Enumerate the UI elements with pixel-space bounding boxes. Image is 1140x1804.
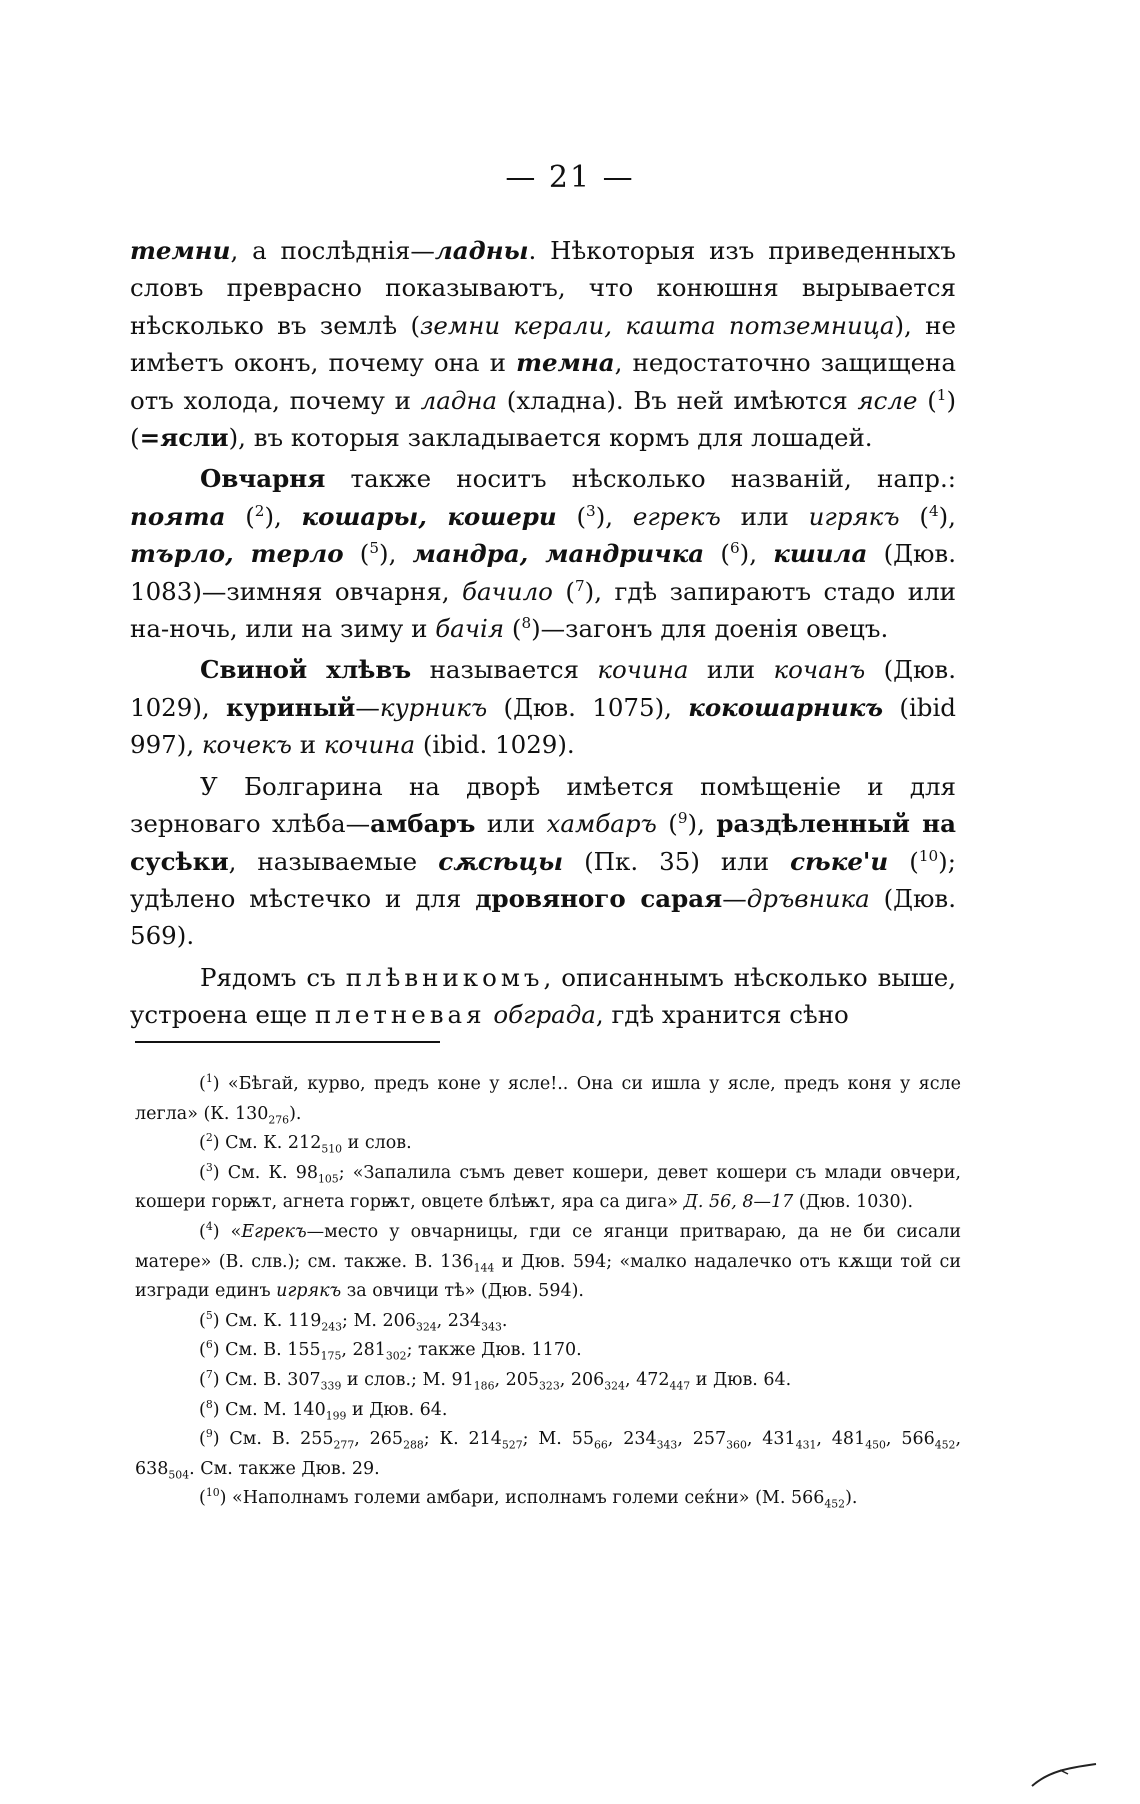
text-run: сѣке'и (790, 846, 889, 876)
text-run: темни (130, 236, 231, 265)
text-run: ), гдѣ запираютъ стадо или на-ночь, или на зиму и (130, 576, 956, 644)
text-run: кочина (597, 655, 689, 685)
text-run: ; М. 55 (522, 1429, 594, 1450)
text-run: ), (379, 539, 413, 569)
text-run: ясле (857, 385, 918, 415)
text-run: амбаръ (370, 809, 476, 839)
text-run: ( (199, 1429, 206, 1450)
text-run: Егрекъ (241, 1221, 307, 1242)
text-run: 343 (481, 1320, 502, 1334)
text-run: ), (687, 809, 717, 839)
text-run: , недостаточно защищена отъ холода, почему и (130, 348, 957, 415)
text-run: ) См. В. 307 (212, 1369, 321, 1390)
text-run: , 257 (677, 1429, 727, 1450)
paragraph (130, 232, 956, 456)
text-run: ( (704, 539, 730, 569)
text-run: 527 (501, 1438, 523, 1452)
text-run: ) «Бѣгай, курво, предъ коне у ясле!.. Она си ишла у ясле, предъ коня у ясле легла» (К. 130 (135, 1074, 961, 1124)
text-run: ( (199, 1369, 206, 1390)
text-run: 504 (168, 1468, 190, 1482)
text-run: 7 (205, 1368, 213, 1382)
text-run: (Дюв. 569). (130, 883, 956, 951)
text-run: дръвника (746, 883, 870, 913)
text-run: 302 (385, 1349, 407, 1363)
footnote (135, 1396, 961, 1426)
text-run: ладны (434, 236, 529, 265)
text-run: — (722, 883, 747, 913)
text-run: Д. 56, 8—17 (683, 1192, 794, 1213)
text-run: Свиной хлѣвъ (200, 655, 412, 685)
text-run: и Дюв. 64. (346, 1399, 448, 1420)
text-run: ( (656, 809, 678, 839)
text-run: 452 (824, 1497, 846, 1511)
text-run: 144 (473, 1261, 495, 1275)
paragraph (130, 959, 956, 1034)
text-run: ( (199, 1488, 206, 1509)
text-run: 8 (205, 1397, 213, 1411)
text-run: (ibid 997), (130, 692, 956, 760)
text-run: и Дюв. 64. (690, 1369, 792, 1390)
text-run: земни керали, кашта потземница (420, 310, 895, 340)
text-run: . См. также Дюв. 29. (189, 1458, 380, 1479)
text-run: ; также Дюв. 1170. (406, 1340, 582, 1361)
text-run: (Дюв. 1029), (130, 655, 956, 722)
text-run: 1 (936, 385, 947, 404)
text-run: (Дюв. 1030). (793, 1192, 914, 1213)
text-run: , 472 (624, 1369, 670, 1390)
text-run: ( (225, 501, 255, 531)
text-run: 3 (205, 1160, 213, 1174)
text-run: поята (130, 501, 226, 531)
text-run: ( (343, 539, 370, 569)
text-run: , описаннымъ нѣсколько выше, устроена еще (130, 962, 956, 1030)
text-run: и слов. (342, 1133, 412, 1154)
text-run: ( (199, 1399, 206, 1420)
text-run: , 234 (607, 1429, 657, 1450)
text-run: кшила (773, 539, 868, 569)
text-run: , 566 (885, 1429, 935, 1450)
text-run: 510 (321, 1142, 343, 1156)
text-run: 339 (320, 1379, 342, 1393)
text-run: кочанъ (773, 655, 866, 685)
text-run: , 431 (746, 1429, 796, 1450)
text-run: кошары, кошери (301, 501, 557, 531)
text-run: (ibid. 1029). (415, 730, 575, 760)
text-run: , 206 (559, 1369, 605, 1390)
text-run: или (720, 501, 809, 531)
text-run: ) ( (130, 385, 956, 453)
text-run: обграда (493, 1000, 596, 1030)
text-run: ), въ которыя закладывается кормъ для лошадей. (228, 423, 873, 453)
text-run: търло, терло (130, 539, 344, 569)
text-run: У Болгарина на дворѣ имѣется помѣщеніе и для зерноваго хлѣба— (130, 771, 956, 839)
text-run: ( (199, 1074, 206, 1094)
text-run: игрякъ (276, 1281, 342, 1302)
text-run: 323 (539, 1379, 560, 1393)
text-run: (хладна). Въ ней имѣются (497, 385, 858, 415)
text-run: бачія (435, 614, 505, 644)
text-run: ) См. В. 155 (212, 1340, 321, 1361)
text-run: ) « (212, 1221, 242, 1242)
text-run: 276 (268, 1113, 290, 1127)
text-run: 4 (928, 501, 939, 520)
text-run: и слов.; М. 91 (341, 1369, 474, 1390)
text-run: (Дюв. 1083)—зимняя овчарня, (130, 539, 956, 606)
text-run: ( (888, 846, 919, 876)
pen-mark-icon (1030, 1760, 1100, 1790)
text-run: , называемые (228, 846, 439, 876)
text-run: и Дюв. 594; «малко надалечко отъ кѫщи той си изгради единъ (135, 1251, 961, 1302)
footnote (135, 1366, 961, 1396)
text-run: кочина (323, 730, 416, 760)
text-run: или (688, 655, 774, 685)
text-run: кокошарникъ (688, 692, 884, 722)
text-run: 6 (729, 539, 740, 558)
text-run: 5 (369, 539, 380, 558)
footnote (135, 1425, 961, 1484)
text-run: ( (899, 501, 929, 531)
text-run: )—загонъ для доенія овецъ. (531, 614, 889, 644)
text-run: 288 (403, 1438, 424, 1452)
text-run: 8 (521, 613, 532, 632)
paragraph (130, 460, 956, 647)
text-run: ( (199, 1162, 206, 1183)
footnote (135, 1484, 961, 1514)
text-run: ладна (420, 385, 498, 415)
text-run: . (501, 1310, 508, 1331)
text-run: 2 (205, 1131, 213, 1145)
text-run: ( (552, 576, 575, 606)
text-run: 10 (205, 1486, 220, 1500)
text-run: 9 (205, 1427, 213, 1441)
text-run: ; М. 206 (342, 1310, 416, 1331)
text-run: ). (845, 1488, 858, 1509)
text-run: 199 (325, 1409, 347, 1423)
page-number: — 21 — (505, 160, 635, 195)
text-run: ), (264, 501, 302, 531)
text-run: ); удѣлено мѣстечко и для (130, 846, 956, 913)
text-run: 6 (205, 1338, 213, 1352)
text-run: ) См. К. 119 (212, 1310, 322, 1331)
text-run: ) См. М. 140 (212, 1399, 326, 1420)
text-run: сѫсѣцы (438, 846, 564, 876)
text-run: бачило (461, 576, 553, 606)
text-run: ), (595, 501, 633, 531)
footnote (135, 1218, 961, 1307)
text-run: ( (199, 1133, 206, 1154)
text-run: 324 (415, 1320, 437, 1334)
text-run: ( (199, 1340, 206, 1361)
text-run: за овчици тѣ» (Дюв. 594). (341, 1281, 584, 1302)
text-run: игрякъ (808, 501, 900, 531)
text-run: и (292, 730, 324, 760)
text-run: , 481 (816, 1429, 866, 1450)
text-run: ) См. К. 98 (212, 1162, 318, 1183)
text-run: плетневая (314, 1000, 486, 1030)
text-run: 447 (669, 1379, 691, 1393)
footnote-divider (135, 1041, 440, 1043)
text-run: , 234 (436, 1310, 482, 1331)
text-run: хамбаръ (546, 809, 657, 839)
text-run: . Нѣкоторыя изъ приведенныхъ словъ преврасно показываютъ, что конюшня вырывается нѣсколько въ землѣ ( (130, 236, 956, 340)
text-run: 1 (205, 1072, 213, 1086)
text-run: 9 (677, 808, 688, 827)
footnote (135, 1129, 961, 1159)
text-run: (Пк. 35) или (563, 846, 791, 876)
text-run: 4 (205, 1220, 213, 1234)
footnote (135, 1070, 961, 1129)
footnotes (135, 1070, 961, 1514)
text-run: — (355, 692, 380, 722)
text-run: =ясли (139, 423, 229, 453)
text-run: ; К. 214 (423, 1429, 502, 1450)
text-run: Рядомъ съ (200, 962, 346, 992)
text-run: 7 (574, 576, 585, 595)
text-run: раздѣленный на сусѣки (130, 809, 956, 876)
text-run: —место у овчарницы, гди се яганци притвараю, да не би сисали матере» (В. слв.); см. также. В. 136 (135, 1221, 961, 1272)
text-run: , 281 (341, 1340, 386, 1361)
footnote (135, 1307, 961, 1337)
text-run: 186 (473, 1379, 495, 1393)
text-run: 343 (656, 1438, 678, 1452)
text-run: ( (199, 1310, 206, 1331)
paragraph (130, 651, 956, 763)
text-run: 10 (918, 846, 939, 865)
text-run: или (475, 809, 547, 839)
text-run: 360 (726, 1438, 747, 1452)
text-run: , а послѣднія— (230, 236, 435, 265)
text-run: кочекъ (201, 730, 292, 760)
text-run: также носитъ нѣсколько названій, напр.: (325, 464, 956, 494)
text-run: курникъ (379, 692, 488, 722)
text-run: ) См. К. 212 (212, 1133, 322, 1154)
text-run: 324 (604, 1379, 625, 1393)
text-run: темна (516, 348, 615, 378)
text-run: ; «Запалила съмъ девет кошери, девет кошери съ млади овчери, кошери горѭт, агнета горѭт, овцете блѣѭт, яра са дига» (135, 1162, 961, 1213)
text-run: Овчарня (200, 464, 326, 494)
text-run: ( (199, 1221, 206, 1242)
text-run: , 205 (494, 1369, 540, 1390)
text-run: дровяного сарая (475, 883, 723, 913)
text-run: ) См. В. 255 (212, 1429, 334, 1450)
text-run: ( (556, 501, 587, 531)
text-run: егрекъ (632, 501, 721, 531)
text-run: 3 (586, 501, 596, 520)
text-run: 2 (254, 501, 265, 520)
text-run: ), (739, 539, 774, 569)
text-run: мандра, мандричка (412, 539, 705, 569)
text-run: ), (938, 501, 956, 531)
text-run: куриный (226, 692, 356, 722)
text-run: , гдѣ хранится сѣно (595, 1000, 849, 1030)
text-run: называется (411, 655, 598, 685)
text-run: плѣвникомъ (345, 962, 544, 992)
text-run: , 638 (135, 1429, 962, 1479)
text-run: 243 (321, 1320, 343, 1334)
footnote (135, 1159, 961, 1218)
main-text (130, 232, 956, 1034)
text-run: 5 (205, 1308, 213, 1322)
text-run: , 265 (354, 1429, 404, 1450)
text-run: ( (917, 385, 937, 415)
text-run: 277 (333, 1438, 355, 1452)
text-run: 450 (865, 1438, 886, 1452)
paragraph (130, 768, 956, 955)
text-run: ). (289, 1103, 302, 1124)
text-run: 66 (593, 1438, 608, 1452)
text-run: 175 (320, 1349, 342, 1363)
text-run: 452 (934, 1438, 956, 1452)
text-run: 105 (317, 1172, 339, 1186)
text-run: ) «Наполнамъ големи амбари, исполнамъ големи сеќни» (М. 566 (219, 1488, 825, 1509)
text-run: ), не имѣетъ оконъ, почему она и (130, 310, 956, 378)
footnote (135, 1336, 961, 1366)
text-run: 431 (795, 1438, 817, 1452)
text-run: (Дюв. 1075), (487, 692, 689, 722)
text-run: ( (504, 614, 522, 644)
